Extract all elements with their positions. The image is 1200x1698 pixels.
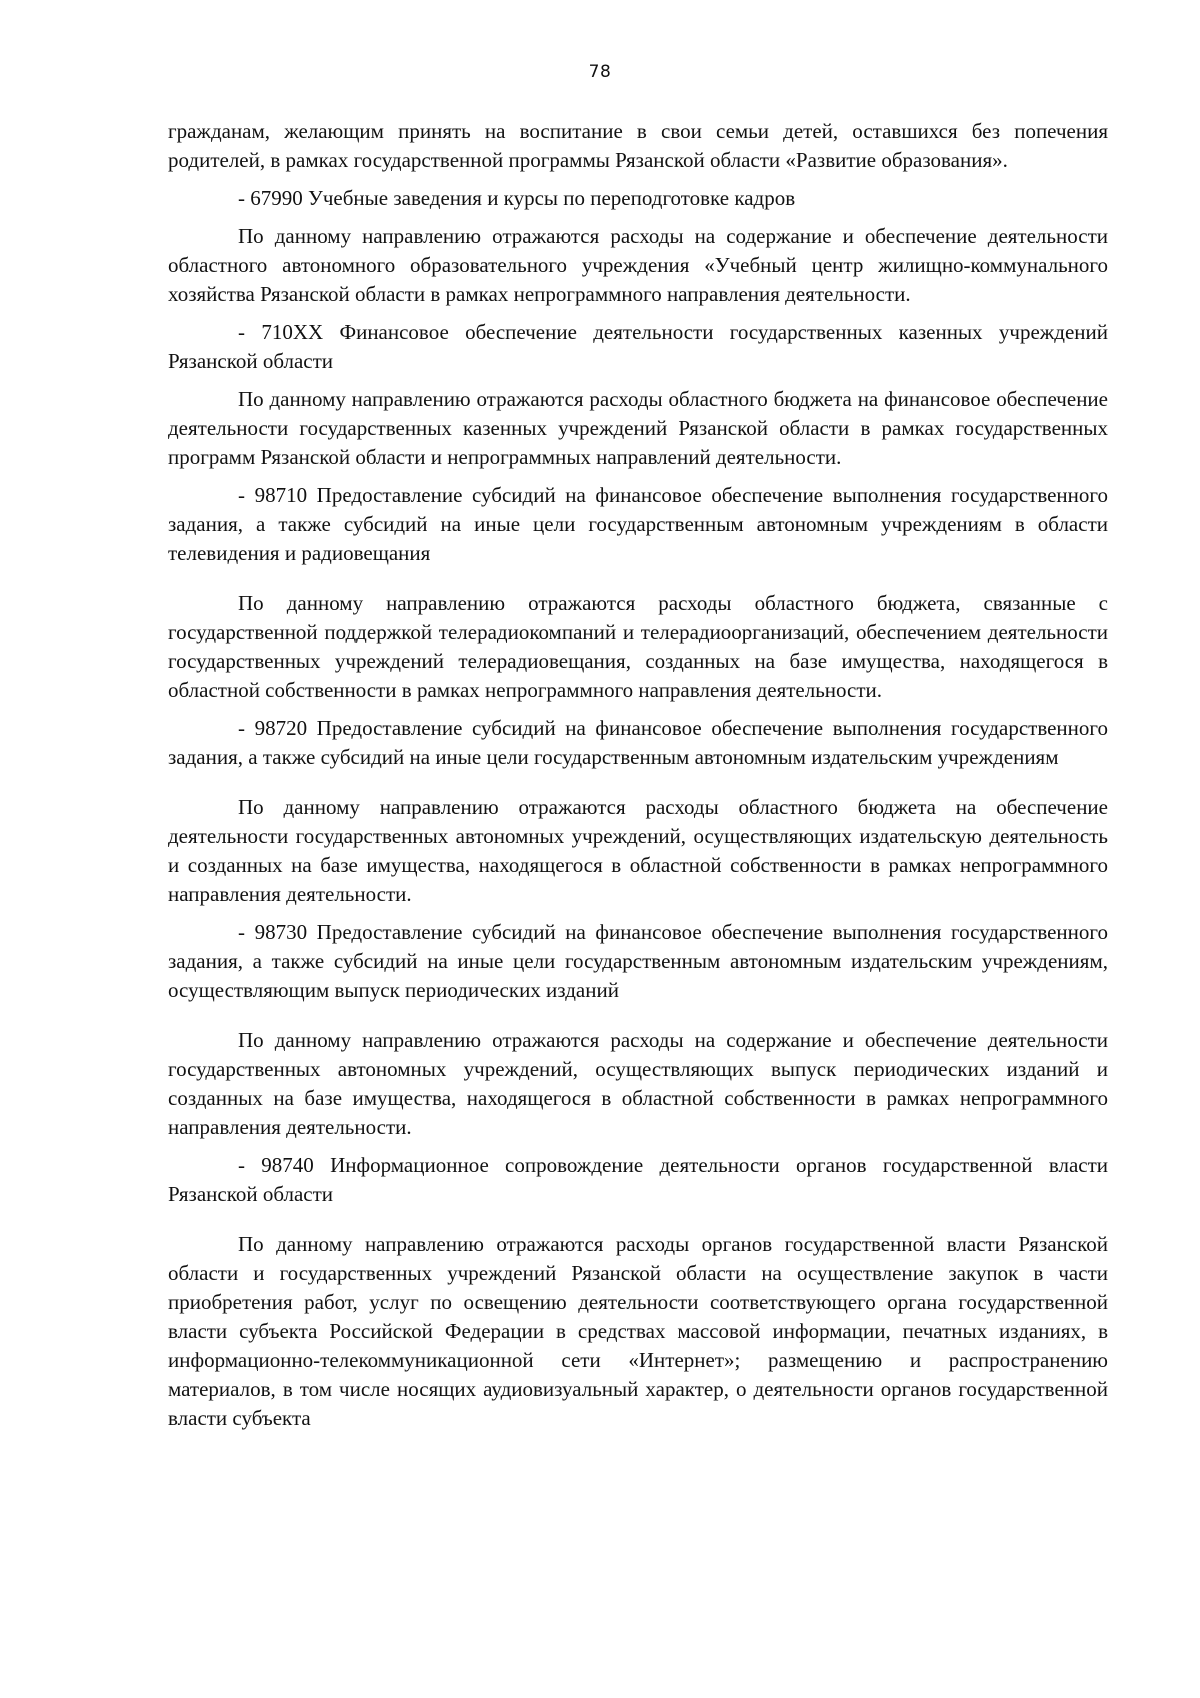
section-heading-98720: - 98720 Предоставление субсидий на финансовое обеспечение выполнения государственного задания, а также субсидий на иные цели государственным автономным издательским учреждениям <box>168 716 1108 769</box>
section-heading-67990: - 67990 Учебные заведения и курсы по переподготовке кадров <box>238 186 796 210</box>
section-heading-98730: - 98730 Предоставление субсидий на финансовое обеспечение выполнения государственного задания, а также субсидий на иные цели государственным автономным издательским учреждениям, осуществляющим выпуск периодических изданий <box>168 920 1108 1002</box>
section-heading-710xx: - 710XX Финансовое обеспечение деятельности государственных казенных учреждений Рязанской области <box>168 320 1108 373</box>
section-heading-98710: - 98710 Предоставление субсидий на финансовое обеспечение выполнения государственного задания, а также субсидий на иные цели государственным автономным учреждениям в области телевидения и радиовещания <box>168 483 1108 565</box>
paragraph-98740: По данному направлению отражаются расходы органов государственной власти Рязанской области и государственных учреждений Рязанской области на осуществление закупок в части приобретения работ, услуг по освещению деятельности соответствующего органа государственной власти субъекта Российской Федерации в средствах массовой информации, печатных изданиях, в информационно-телекоммуникационной сети «Интернет»; размещению и распространению материалов, в том числе носящих аудиовизуальный характер, о деятельности органов государственной власти субъекта <box>168 1232 1108 1430</box>
paragraph-67990: По данному направлению отражаются расходы на содержание и обеспечение деятельности областного автономного образовательного учреждения «Учебный центр жилищно-коммунального хозяйства Рязанской области в рамках непрограммного направления деятельности. <box>168 224 1108 306</box>
paragraph-98710: По данному направлению отражаются расходы областного бюджета, связанные с государственной поддержкой телерадиокомпаний и телерадиоорганизаций, обеспечением деятельности государственных учреждений телерадиовещания, созданных на базе имущества, находящегося в областной собственности в рамках непрограммного направления деятельности. <box>168 591 1108 702</box>
section-heading-98740: - 98740 Информационное сопровождение деятельности органов государственной власти Рязанской области <box>168 1153 1108 1206</box>
paragraph-710xx: По данному направлению отражаются расходы областного бюджета на финансовое обеспечение деятельности государственных казенных учреждений Рязанской области в рамках государственных программ Рязанской области и непрограммных направлений деятельности. <box>168 387 1108 469</box>
paragraph-98730: По данному направлению отражаются расходы на содержание и обеспечение деятельности государственных автономных учреждений, осуществляющих выпуск периодических изданий и созданных на базе имущества, находящегося в областной собственности в рамках непрограммного направления деятельности. <box>168 1028 1108 1139</box>
page-number: 78 <box>588 62 612 82</box>
document-body <box>168 117 1108 1433</box>
paragraph-98720: По данному направлению отражаются расходы областного бюджета на обеспечение деятельности государственных автономных учреждений, осуществляющих издательскую деятельность и созданных на базе имущества, находящегося в областной собственности в рамках непрограммного направления деятельности. <box>168 795 1108 906</box>
paragraph-continuation: гражданам, желающим принять на воспитание в свои семьи детей, оставшихся без попечения родителей, в рамках государственной программы Рязанской области «Развитие образования». <box>168 119 1108 172</box>
